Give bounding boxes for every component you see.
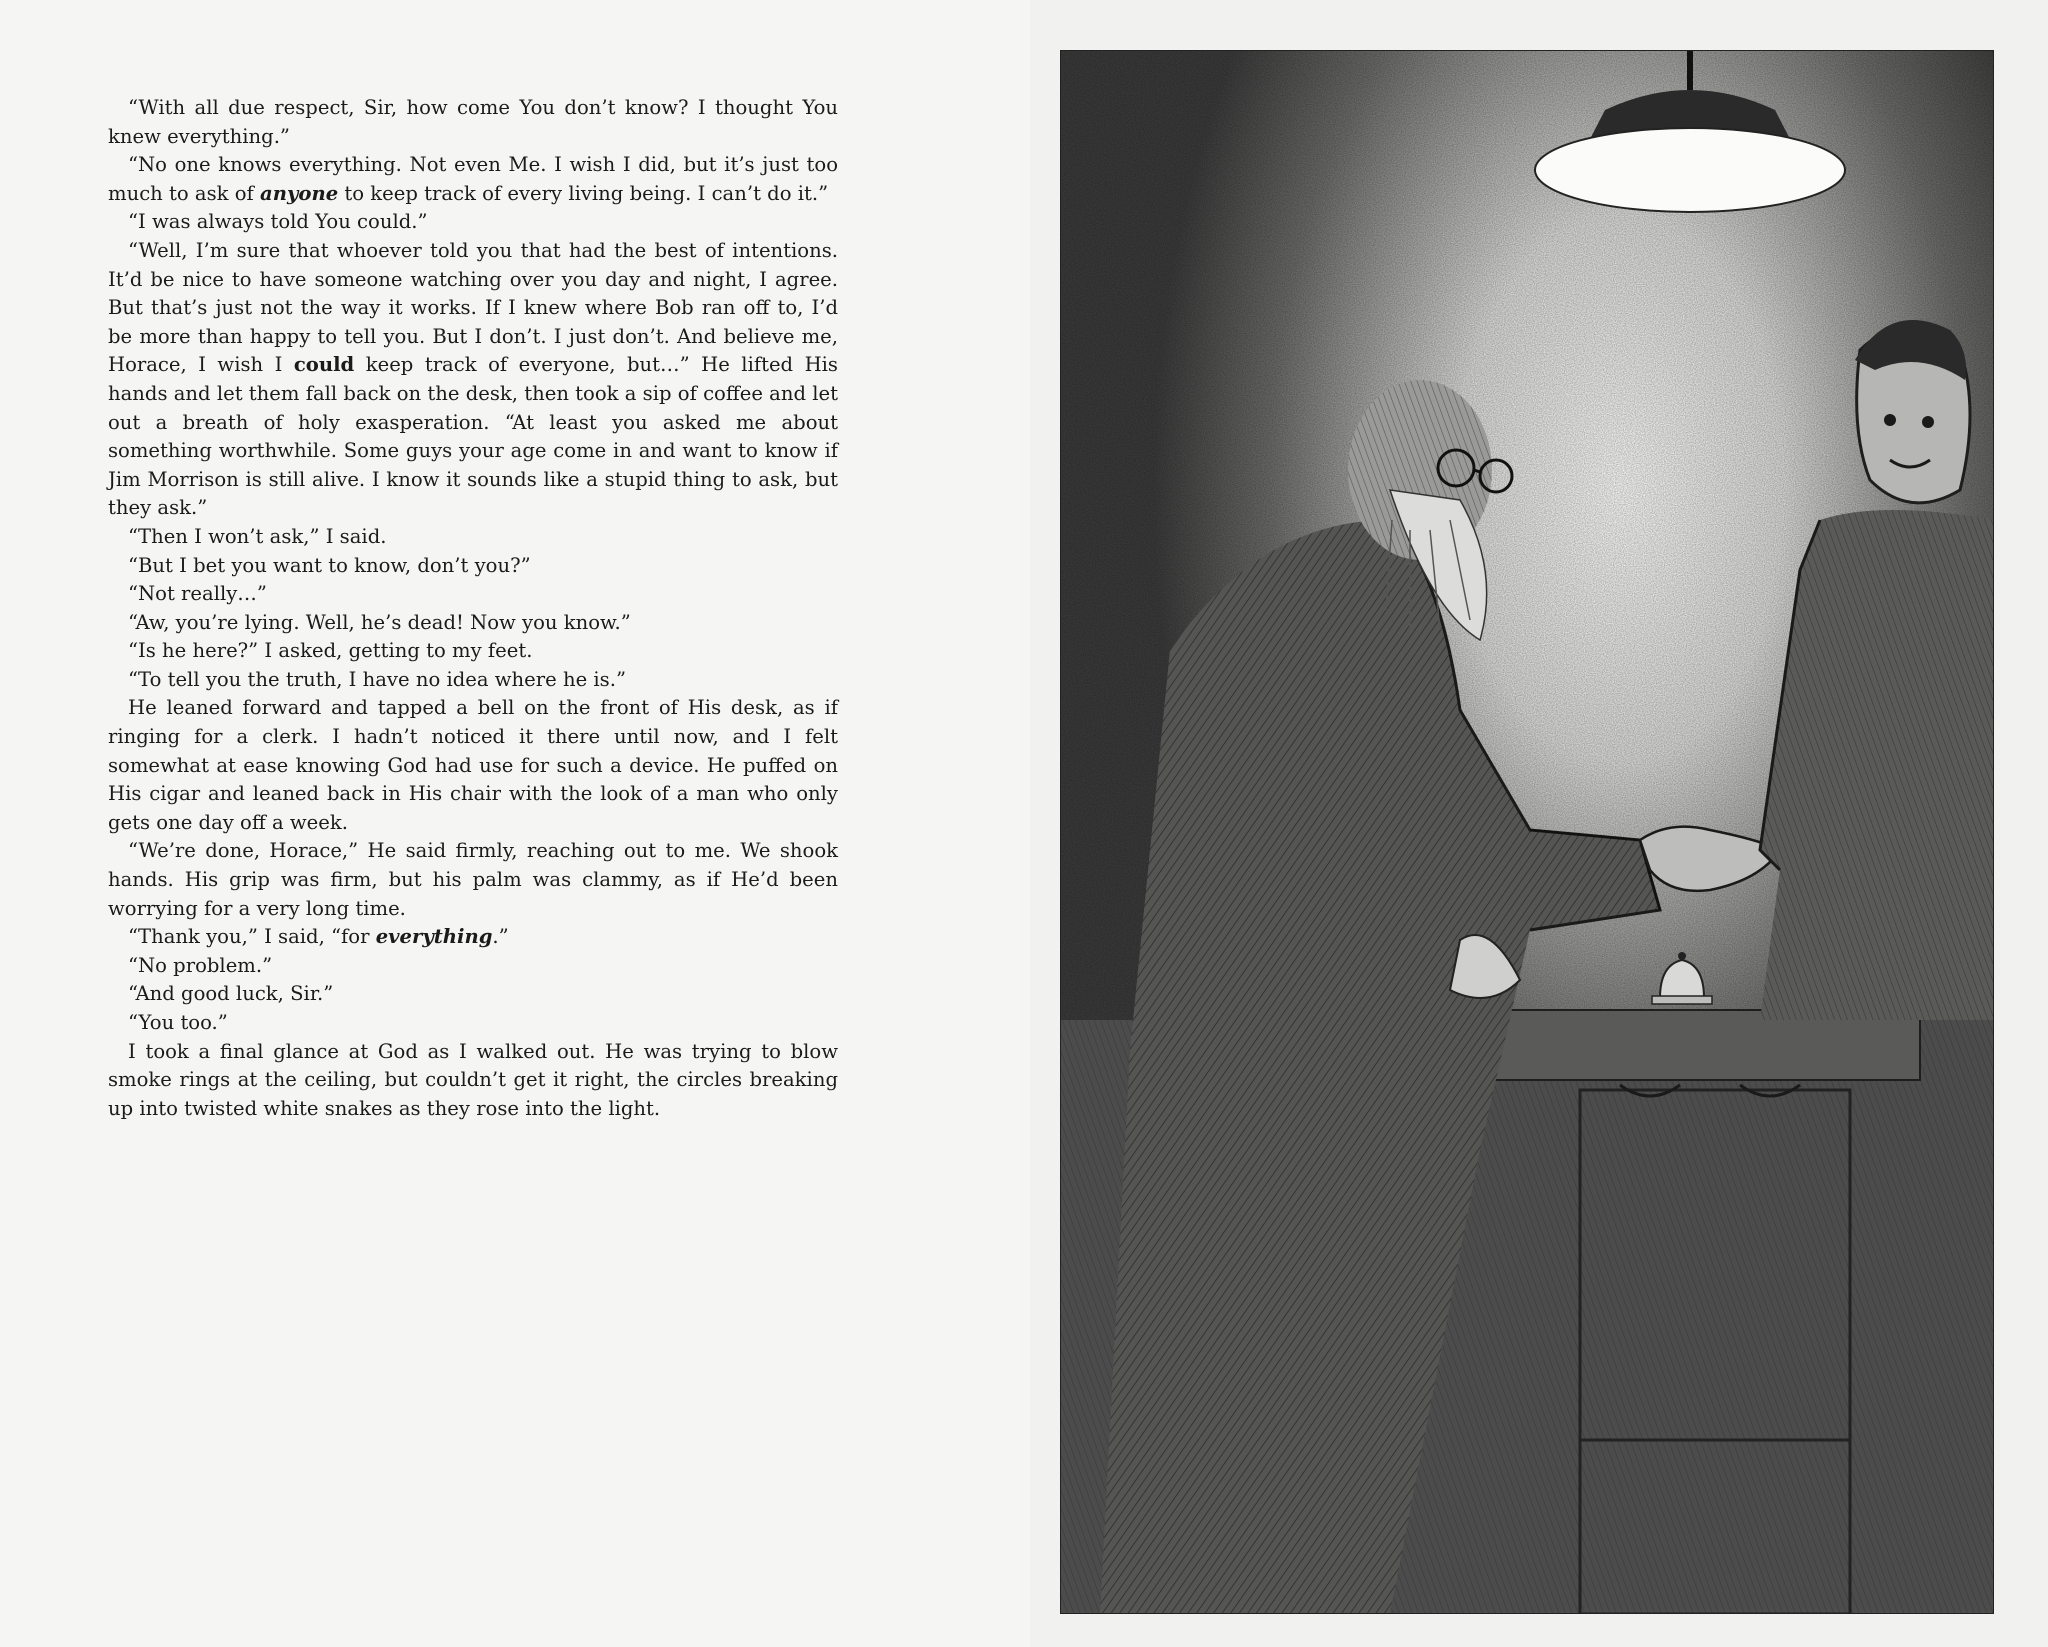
paragraph-text: “But I bet you want to know, don’t you?” [128,553,531,577]
paragraph-text: .” [492,925,509,949]
paragraph-text: keep track of everyone, but…” He lifted His hands and let them fall back on the desk, then took a sip of coffee and let out a breath of holy exasperation. “At least you asked me about something worthwhile. Some guys your age come in and want to know if Jim Morrison is still alive. I know it sounds like a stupid thing to ask, but they ask.” [108,353,838,520]
emphasis-text: anyone [260,181,339,205]
story-paragraph [108,637,838,666]
story-paragraph [108,1038,838,1124]
paragraph-text: “No problem.” [128,953,273,977]
emphasis-text: everything [375,925,493,949]
paragraph-text: “I was always told You could.” [128,210,428,234]
paragraph-text: He leaned forward and tapped a bell on the front of His desk, as if ringing for a clerk. I hadn’t noticed it there until now, and I felt somewhat at ease knowing God had use for such a device. He puffed on His cigar and leaned back in His chair with the look of a man who only gets one day off a week. [108,696,838,834]
story-paragraph [108,952,838,981]
paragraph-text: “To tell you the truth, I have no idea where he is.” [128,667,626,691]
paragraph-text: “We’re done, Horace,” He said firmly, reaching out to me. We shook hands. His grip was firm, but his palm was clammy, as if He’d been worrying for a very long time. [108,839,838,920]
story-paragraph [108,208,838,237]
story-paragraph [108,980,838,1009]
story-paragraph [108,694,838,837]
illustration [1060,50,1994,1614]
story-paragraph [108,666,838,695]
ink-drawing-god-shaking-hands-icon [1060,50,1994,1614]
paragraph-text: “Well, I’m sure that whoever told you that had the best of intentions. It’d be nice to have someone watching over you day and night, I agree. But that’s just not the way it works. If I knew where Bob ran off to, I’d be more than happy to tell you. But I don’t. I just don’t. And believe me, Horace, I wish I [108,238,838,377]
story-paragraph [108,94,838,151]
paragraph-text: “Is he here?” I asked, getting to my feet. [128,639,533,663]
story-text [108,94,838,1123]
paragraph-text: “Aw, you’re lying. Well, he’s dead! Now you know.” [128,610,631,634]
paragraph-text: “You too.” [128,1011,228,1034]
story-paragraph [108,837,838,923]
paragraph-text: “With all due respect, Sir, how come You don’t know? I thought You knew everything.” [108,96,838,148]
story-paragraph [108,523,838,552]
paragraph-text: “Not really…” [128,582,267,606]
story-paragraph [108,609,838,638]
paragraph-text: “And good luck, Sir.” [128,982,334,1006]
story-paragraph [108,1009,838,1038]
story-paragraph [108,151,838,208]
story-paragraph [108,237,838,523]
paragraph-text: I took a final glance at God as I walked out. He was trying to blow smoke rings at the ceiling, but couldn’t get it right, the circles breaking up into twisted white snakes as they rose into the light. [108,1039,838,1120]
emphasis-text: could [293,353,355,377]
paragraph-text: “Thank you,” I said, “for [128,925,376,949]
paragraph-text: “Then I won’t ask,” I said. [128,524,387,548]
story-paragraph [108,552,838,581]
paragraph-text: “No one knows everything. Not even Me. I wish I did, but it’s just too much to ask of [108,153,838,205]
story-paragraph [108,923,838,952]
paragraph-text: to keep track of every living being. I can’t do it.” [338,181,829,205]
story-paragraph [108,580,838,609]
